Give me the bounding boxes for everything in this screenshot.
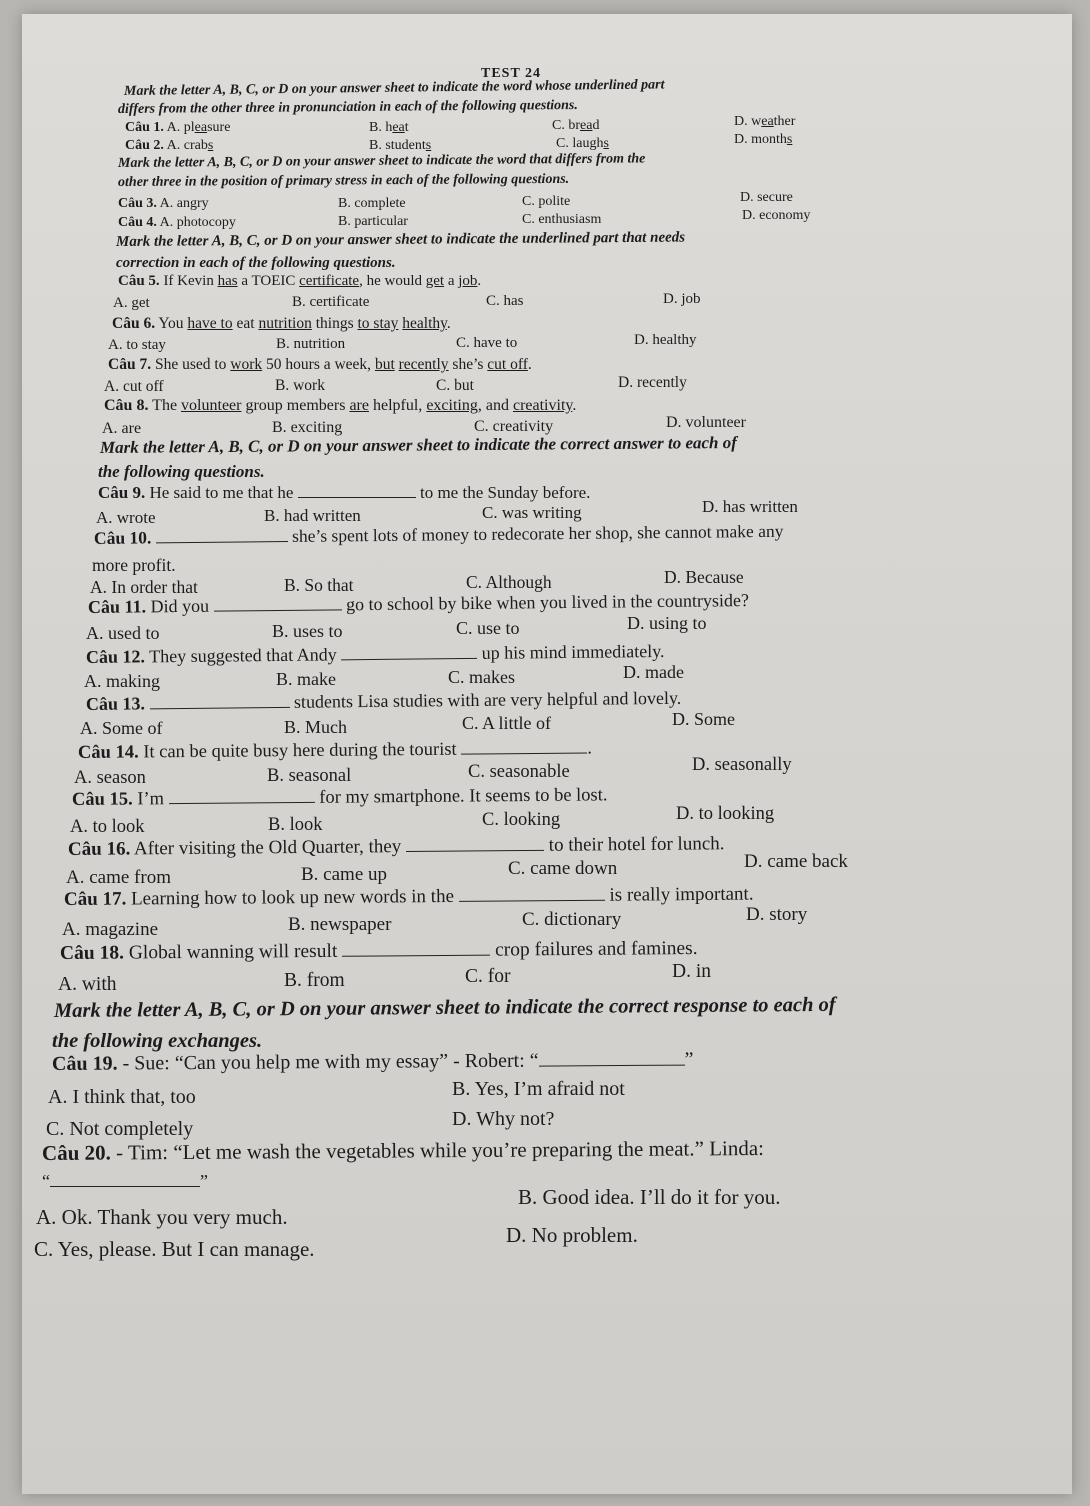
option-c: C. A little of bbox=[462, 713, 552, 733]
option-a: A. I think that, too bbox=[48, 1086, 196, 1108]
question-label: Câu 6. bbox=[112, 315, 156, 332]
correction-instruction-line-2: correction in each of the following questions. bbox=[116, 255, 396, 271]
option-c: C. use to bbox=[456, 618, 520, 638]
option-d: D. Why not? bbox=[452, 1108, 555, 1130]
option-c: C. bread bbox=[552, 118, 600, 133]
option-b: B. students bbox=[369, 138, 432, 153]
question-label: Câu 19. bbox=[51, 1052, 118, 1075]
option-d: D. came back bbox=[744, 851, 848, 872]
question-label: Câu 5. bbox=[118, 273, 160, 289]
answer-instruction-line-2: the following questions. bbox=[98, 462, 265, 481]
question-label: Câu 9. bbox=[98, 483, 146, 502]
answer-blank bbox=[406, 850, 544, 852]
option-a: A. Ok. Thank you very much. bbox=[36, 1205, 288, 1229]
option-d: D. months bbox=[734, 132, 793, 147]
answer-blank bbox=[459, 900, 605, 902]
stress-instruction-line-2: other three in the position of primary stress in each of the following questions. bbox=[117, 171, 570, 190]
option-c: C. have to bbox=[456, 335, 518, 351]
option-c: C. dictionary bbox=[522, 909, 622, 930]
option-a: A. pleasure bbox=[166, 120, 231, 135]
option-a: A. cut off bbox=[104, 378, 164, 395]
option-b: B. heat bbox=[369, 120, 409, 135]
question-text: You have to eat nutrition things to stay healthy. bbox=[158, 315, 451, 332]
option-c: C. but bbox=[436, 377, 474, 394]
option-a: A. used to bbox=[86, 623, 160, 643]
question-label: Câu 12. bbox=[85, 646, 146, 667]
option-a: A. making bbox=[84, 671, 160, 691]
question-label: Câu 16. bbox=[67, 838, 131, 860]
question-label: Câu 14. bbox=[77, 742, 139, 763]
option-b: B. had written bbox=[264, 506, 361, 525]
option-b: B. from bbox=[284, 970, 345, 991]
option-b: B. certificate bbox=[292, 294, 370, 310]
answer-instruction-line-1: Mark the letter A, B, C, or D on your answer sheet to indicate the correct answer to each of bbox=[99, 432, 737, 457]
option-a: A. to stay bbox=[108, 337, 166, 353]
option-a: A. came from bbox=[66, 867, 171, 888]
option-c: C. creativity bbox=[474, 418, 554, 435]
option-c: C. Yes, please. But I can manage. bbox=[34, 1237, 315, 1261]
option-b: B. Yes, I’m afraid not bbox=[452, 1078, 625, 1100]
option-b: B. came up bbox=[301, 864, 388, 885]
option-c: C. makes bbox=[448, 667, 515, 687]
question-label: Câu 10. bbox=[93, 527, 152, 548]
option-d: D. job bbox=[663, 291, 701, 307]
question-label: Câu 20. bbox=[41, 1140, 111, 1165]
option-b: B. look bbox=[268, 815, 323, 835]
option-d: D. in bbox=[672, 961, 711, 982]
question-text: She used to work 50 hours a week, but recently she’s cut off. bbox=[154, 356, 532, 373]
question-text-continuation: more profit. bbox=[92, 555, 176, 575]
option-d: D. secure bbox=[740, 190, 793, 205]
question-label: Câu 7. bbox=[108, 356, 152, 373]
option-d: D. Because bbox=[664, 567, 744, 587]
option-c: C. for bbox=[465, 966, 511, 987]
option-d: D. healthy bbox=[634, 332, 697, 348]
answer-blank bbox=[461, 753, 587, 755]
question-label: Câu 1. bbox=[125, 120, 164, 135]
answer-blank bbox=[298, 497, 416, 498]
question-label: Câu 11. bbox=[87, 596, 147, 617]
option-d: D. economy bbox=[742, 208, 811, 223]
answer-blank bbox=[156, 541, 288, 543]
option-a: A. Some of bbox=[80, 718, 163, 738]
question-label: Câu 17. bbox=[63, 888, 127, 910]
option-c: C. laughs bbox=[556, 136, 609, 151]
answer-blank bbox=[169, 802, 315, 804]
question-text: If Kevin has a TOEIC certificate, he would get a job. bbox=[163, 273, 482, 289]
option-a: A. season bbox=[74, 768, 146, 788]
option-a: A. crabs bbox=[166, 138, 214, 153]
option-a: A. In order that bbox=[90, 577, 198, 597]
question-label: Câu 18. bbox=[59, 942, 125, 964]
option-a: A. photocopy bbox=[159, 215, 236, 230]
option-d: D. has written bbox=[702, 497, 798, 516]
option-b: B. So that bbox=[284, 575, 354, 595]
question-text: The volunteer group members are helpful, exciting, and creativity. bbox=[152, 397, 577, 414]
question-label: Câu 3. bbox=[118, 196, 157, 211]
option-d: D. made bbox=[623, 662, 684, 682]
option-c: C. seasonable bbox=[468, 762, 570, 782]
option-b: B. nutrition bbox=[276, 336, 346, 352]
answer-blank bbox=[539, 1065, 685, 1067]
question-label: Câu 8. bbox=[104, 397, 149, 414]
option-b: B. newspaper bbox=[288, 914, 392, 935]
option-d: D. using to bbox=[627, 613, 707, 633]
option-b: B. Good idea. I’ll do it for you. bbox=[518, 1185, 781, 1209]
answer-blank bbox=[342, 955, 490, 957]
option-d: D. weather bbox=[734, 114, 796, 129]
option-d: D. No problem. bbox=[506, 1223, 638, 1247]
option-a: A. wrote bbox=[96, 508, 156, 527]
option-c: C. has bbox=[486, 293, 524, 309]
option-d: D. story bbox=[746, 904, 808, 925]
option-b: B. exciting bbox=[272, 419, 343, 436]
option-b: B. seasonal bbox=[267, 766, 352, 786]
answer-blank bbox=[150, 707, 290, 709]
option-c: C. was writing bbox=[482, 503, 582, 522]
correction-instruction-line-1: Mark the letter A, B, C, or D on your answer sheet to indicate the underlined part that needs bbox=[115, 229, 686, 250]
option-c: C. enthusiasm bbox=[522, 212, 602, 227]
option-a: A. get bbox=[113, 295, 150, 311]
option-a: A. are bbox=[102, 420, 142, 437]
option-c: C. polite bbox=[522, 194, 571, 209]
stress-instruction-line-1: Mark the letter A, B, C, or D on your answer sheet to indicate the word that differs from the bbox=[117, 151, 646, 171]
option-c: C. Although bbox=[466, 572, 552, 592]
answer-blank bbox=[50, 1186, 200, 1187]
option-d: D. to looking bbox=[676, 804, 775, 824]
option-b: B. make bbox=[276, 669, 336, 689]
option-d: D. recently bbox=[618, 374, 687, 391]
pronunciation-instruction-line-2: differs from the other three in pronunciation in each of the following questions. bbox=[117, 97, 578, 117]
option-a: A. magazine bbox=[62, 919, 159, 940]
response-instruction-line-1: Mark the letter A, B, C, or D on your answer sheet to indicate the correct response to each of bbox=[53, 993, 836, 1022]
option-b: B. uses to bbox=[272, 621, 343, 641]
question-label: Câu 4. bbox=[118, 215, 157, 230]
test-title: TEST 24 bbox=[481, 66, 542, 81]
response-instruction-line-2: the following exchanges. bbox=[52, 1030, 263, 1052]
question-label: Câu 2. bbox=[125, 138, 164, 153]
option-b: B. particular bbox=[338, 214, 408, 229]
option-a: A. to look bbox=[70, 817, 145, 837]
option-c: C. came down bbox=[508, 858, 618, 879]
worksheet-page: TEST 24 Mark the letter A, B, C, or D on your answer sheet to indicate the word whose underlined part differs from the other three in pronunciation in each of the following questions. Câu 1. A. pleasure B. heat C. bread D. weather Câu 2. A. crabs B. students C. laughs D. months Mark the letter A, B, C, or D on your answer sheet to indicate the word that differs from the other three in the position of primary stress in each of the following questions. Câu 3. A. angry B. complete C. polite D. secure Câu 4. A. photocopy B. particular C. enthusiasm D. economy Mark the letter A, B, C, or D on your answer sheet to indicate the underlined part that needs correction in each of the following questions. Câu 5. If Kevin has a TOEIC certificate, he would get a job. A. get B. certificate C. has D. job Câu 6. You have to eat nutrition things to stay healthy. A. to stay B. nutrition C. have to D. healthy Câu 7. She used to work 50 hours a week, but recently she’s cut off. A. cut off B. work C. but D. recently Câu 8. The volunteer group members are helpful, exciting, and creativity. A. are B. exciting C. creativity D. volunteer Mark the letter A, B, C, or D on your answer sheet to indicate the correct answer to each of the following questions. Câu 9. He said to me that he to me the Sunday before. A. wrote B. had written C. was writing D. has written Câu 10. she’s spent lots of money to redecorate her shop, she cannot make any more profit. A. In order that B. So that C. Although D. Because Câu 11. Did you go to school by bike when you lived in the countryside? A. used to B. uses to C. use to D. using to Câu 12. They suggested that Andy up his mind immediately. A. making B. make C. makes D. made Câu 13. students Lisa studies with are very helpful and lovely. A. Some of B. Much C. A little of D. Some Câu 14. It can be quite busy here during the tourist . A. season B. seasonal C. seasonable D. seasonally Câu 15. I’m for my smartphone. It seems to be lost. A. to look B. look C. looking D. to looking Câu 16. After visiting the Old Quarter, they to their hotel for lunch. A. came from B. came up C. came down D. came back Câu 17. Learning how to look up new words in the is really important. A. magazine B. newspaper C. dictionary D. story Câu 18. Global wanning will result crop failures and famines. A. with B. from C. for D. in Mark the letter A, B, C, or D on your answer sheet to indicate the correct response to each of the following exchanges. Câu 19. - Sue: “Can you help me with my essay” - Robert: “ ” A. I think that, too B. Yes, I’m afraid not C. Not completely D. Why not? Câu 20. - Tim: “Let me wash the vegetables while you’re preparing the meat.” Linda: “ ” A. Ok. Thank you very much. B. Good idea. I’ll do it for you. C. Yes, please. But I can manage. D. No problem. bbox=[22, 14, 1072, 1494]
question-label: Câu 13. bbox=[85, 693, 146, 714]
answer-blank bbox=[341, 658, 477, 660]
option-c: C. Not completely bbox=[46, 1118, 194, 1140]
option-d: D. seasonally bbox=[692, 755, 792, 775]
option-a: A. angry bbox=[159, 196, 209, 211]
option-b: B. complete bbox=[338, 196, 406, 211]
answer-blank bbox=[214, 609, 342, 611]
option-b: B. work bbox=[275, 377, 325, 394]
question-label: Câu 15. bbox=[71, 789, 133, 810]
option-d: D. Some bbox=[672, 709, 735, 729]
option-b: B. Much bbox=[284, 717, 347, 737]
option-d: D. volunteer bbox=[666, 414, 746, 431]
pronunciation-instruction-line-1: Mark the letter A, B, C, or D on your answer sheet to indicate the word whose underlined part bbox=[123, 77, 665, 99]
option-a: A. with bbox=[58, 974, 117, 995]
option-c: C. looking bbox=[482, 810, 561, 830]
